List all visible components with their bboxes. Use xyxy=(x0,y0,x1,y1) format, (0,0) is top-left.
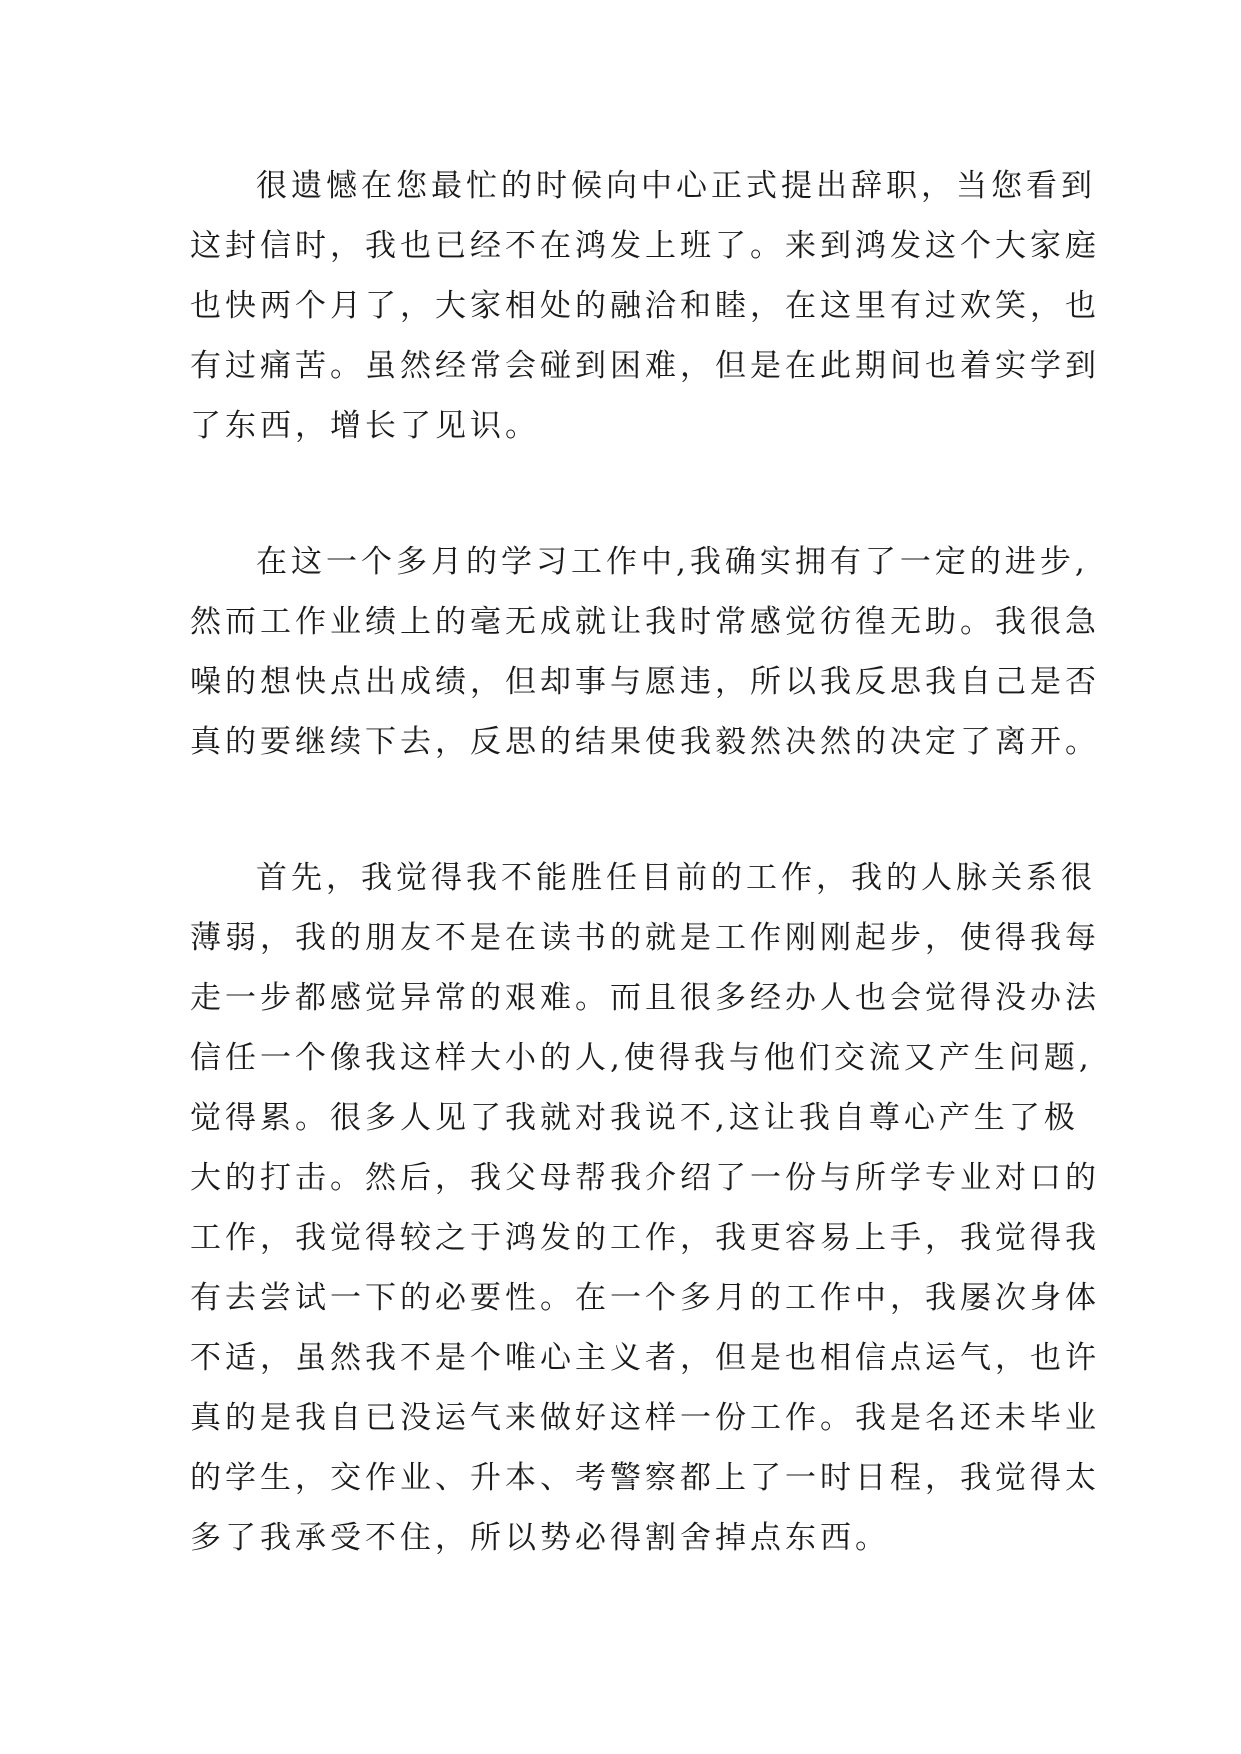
paragraph-line: 在这一个多月的学习工作中,我确实拥有了一定的进步, xyxy=(256,544,1089,580)
paragraph-1 xyxy=(190,156,1100,456)
paragraph-line: 薄弱，我的朋友不是在读书的就是工作刚刚起步，使得我每 xyxy=(190,920,1100,956)
paragraph-line: 也快两个月了，大家相处的融洽和睦，在这里有过欢笑，也 xyxy=(190,288,1100,324)
paragraph-line: 真的要继续下去，反思的结果使我毅然决然的决定了离开。 xyxy=(190,724,1100,760)
paragraph-line: 了东西，增长了见识。 xyxy=(190,408,540,444)
paragraph-line: 真的是我自已没运气来做好这样一份工作。我是名还未毕业 xyxy=(190,1400,1100,1436)
paragraph-line: 有过痛苦。虽然经常会碰到困难，但是在此期间也着实学到 xyxy=(190,348,1100,384)
paragraph-line: 不适，虽然我不是个唯心主义者，但是也相信点运气，也许 xyxy=(190,1340,1100,1376)
letter-body xyxy=(190,156,1100,1568)
paragraph-line: 大的打击。然后，我父母帮我介绍了一份与所学专业对口的 xyxy=(190,1160,1100,1196)
paragraph-spacer xyxy=(190,772,1070,848)
paragraph-line: 很遗憾在您最忙的时候向中心正式提出辞职，当您看到 xyxy=(256,168,1096,204)
paragraph-line: 首先，我觉得我不能胜任目前的工作，我的人脉关系很 xyxy=(256,860,1096,896)
paragraph-line: 工作，我觉得较之于鸿发的工作，我更容易上手，我觉得我 xyxy=(190,1220,1100,1256)
paragraph-line: 然而工作业绩上的毫无成就让我时常感觉彷徨无助。我很急 xyxy=(190,604,1100,640)
paragraph-line: 的学生，交作业、升本、考警察都上了一时日程，我觉得太 xyxy=(190,1460,1100,1496)
paragraph-line: 多了我承受不住，所以势必得割舍掉点东西。 xyxy=(190,1520,890,1556)
paragraph-2 xyxy=(190,532,1100,772)
paragraph-line: 信任一个像我这样大小的人,使得我与他们交流又产生问题, xyxy=(190,1040,1093,1076)
paragraph-3 xyxy=(190,848,1100,1568)
paragraph-spacer xyxy=(190,456,1070,532)
paragraph-line: 这封信时，我也已经不在鸿发上班了。来到鸿发这个大家庭 xyxy=(190,228,1100,264)
paragraph-line: 走一步都感觉异常的艰难。而且很多经办人也会觉得没办法 xyxy=(190,980,1100,1016)
paragraph-line: 有去尝试一下的必要性。在一个多月的工作中，我屡次身体 xyxy=(190,1280,1100,1316)
paragraph-line: 噪的想快点出成绩，但却事与愿违，所以我反思我自己是否 xyxy=(190,664,1100,700)
paragraph-line: 觉得累。很多人见了我就对我说不,这让我自尊心产生了极 xyxy=(190,1100,1079,1136)
